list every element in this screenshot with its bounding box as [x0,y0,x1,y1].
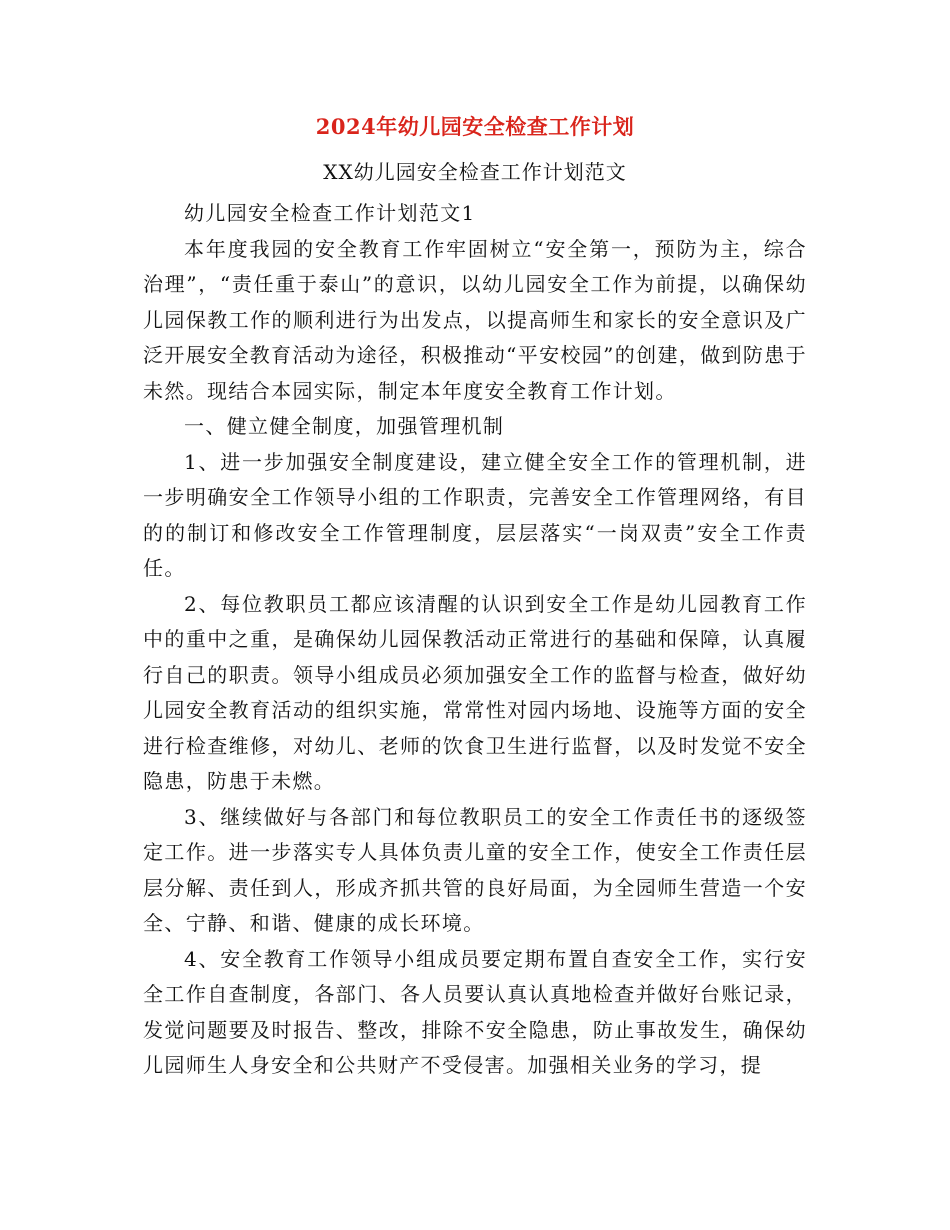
body-paragraph: 1、进一步加强安全制度建设，建立健全安全工作的管理机制，进一步明确安全工作领导小组的工作职责，完善安全工作管理网络，有目的的制订和修改安全工作管理制度，层层落实“一岗双责”安全工作责任。 [143,449,807,580]
section-heading: 幼儿园安全检查工作计划范文1 [184,201,476,225]
body-paragraph: 2、每位教职员工都应该清醒的认识到安全工作是幼儿园教育工作中的重中之重，是确保幼儿园保教活动正常进行的基础和保障，认真履行自己的职责。领导小组成员必须加强安全工作的监督与检查，做好幼儿园安全教育活动的组织实施，常常性对园内场地、设施等方面的安全进行检查维修，对幼儿、老师的饮食卫生进行监督，以及时发觉不安全隐患，防患于未燃。 [143,591,807,793]
body-paragraph: 4、安全教育工作领导小组成员要定期布置自查安全工作，实行安全工作自查制度，各部门、各人员要认真认真地检查并做好台账记录，发觉问题要及时报告、整改，排除不安全隐患，防止事故发生，确保幼儿园师生人身安全和公共财产不受侵害。加强相关业务的学习，提 [143,946,807,1077]
document-subtitle: XX幼儿园安全检查工作计划范文 [323,160,627,184]
section-heading: 一、健立健全制度，加强管理机制 [184,414,505,438]
body-paragraph: 本年度我园的安全教育工作牢固树立“安全第一，预防为主，综合治理”，“责任重于泰山”的意识，以幼儿园安全工作为前提，以确保幼儿园保教工作的顺利进行为出发点，以提高师生和家长的安全意识及广泛开展安全教育活动为途径，积极推动“平安校园”的创建，做到防患于未然。现结合本园实际，制定本年度安全教育工作计划。 [143,236,807,403]
document-body [143,196,807,1084]
body-paragraph: 3、继续做好与各部门和每位教职员工的安全工作责任书的逐级签定工作。进一步落实专人具体负责儿童的安全工作，使安全工作责任层层分解、责任到人，形成齐抓共管的良好局面，为全园师生营造一个安全、宁静、和谐、健康的成长环境。 [143,804,807,935]
document-title: 2024年幼儿园安全检查工作计划 [315,114,635,139]
